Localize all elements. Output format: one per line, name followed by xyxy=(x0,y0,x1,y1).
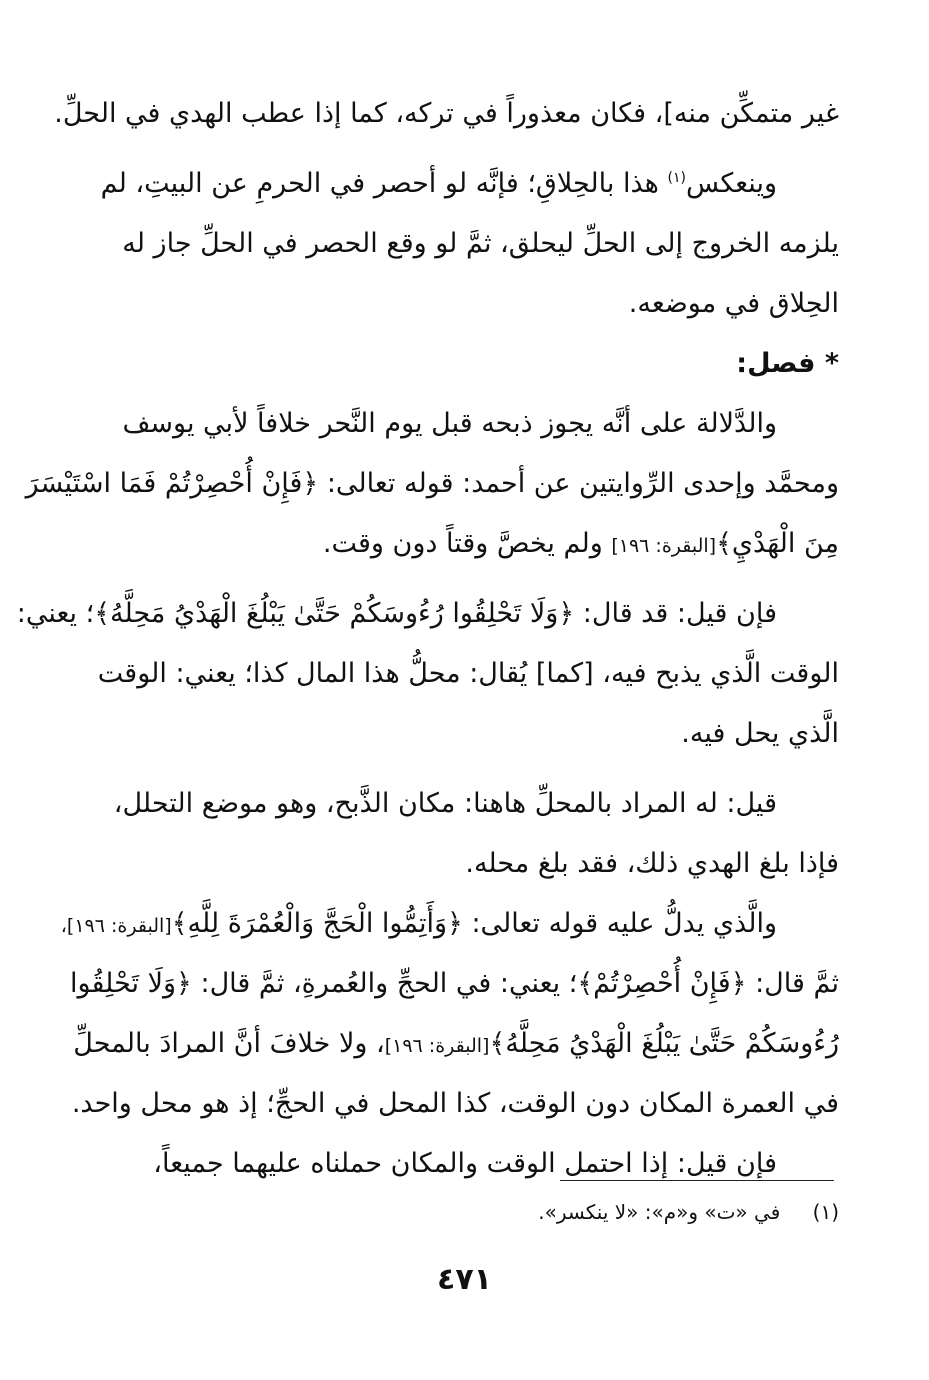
quran-verse: ﴿وَلَا تَحْلِقُوا xyxy=(70,968,192,999)
paragraph-line xyxy=(25,454,839,514)
paragraph-line xyxy=(113,774,839,834)
paragraph-line xyxy=(127,1134,839,1194)
text-run: غير متمكِّن منه]، فكان معذوراً في تركه، كما إذا عطب الهدي في الحلِّ. xyxy=(54,98,839,129)
paragraph-line xyxy=(127,834,839,894)
quran-verse: رُءُوسَكُمْ حَتَّىٰ يَبْلُغَ الْهَدْيُ مَحِلَّهُ﴾ xyxy=(489,1028,839,1059)
paragraph-line xyxy=(127,274,839,334)
verse-reference: [البقرة: ١٩٦] xyxy=(611,535,717,557)
paragraph-line xyxy=(70,954,839,1014)
footnote-number: (١) xyxy=(812,1200,839,1224)
text-run: الَّذي يحل فيه. xyxy=(681,718,839,749)
paragraph-line xyxy=(54,84,839,144)
footnote xyxy=(538,1200,839,1224)
paragraph-line xyxy=(60,894,839,954)
paragraph-line xyxy=(73,1014,839,1074)
quran-verse: ﴿فَإِنْ أُحْصِرْتُمْ فَمَا اسْتَيْسَرَ xyxy=(25,468,319,499)
text-run: قيل: له المراد بالمحلِّ هاهنا: مكان الذَّبح، وهو موضع التحلل، xyxy=(113,788,777,819)
paragraph-line xyxy=(97,644,839,704)
quran-verse: ﴿وَلَا تَحْلِقُوا رُءُوسَكُمْ حَتَّىٰ يَبْلُغَ الْهَدْيُ مَحِلَّهُ﴾ xyxy=(94,598,575,629)
text-run: فإذا بلغ الهدي ذلك، فقد بلغ محله. xyxy=(465,848,839,879)
text-run: يلزمه الخروج إلى الحلِّ ليحلق، ثمَّ لو وقع الحصر في الحلِّ جاز له xyxy=(122,228,839,259)
text-run: ولم يخصَّ وقتاً دون وقت. xyxy=(322,528,612,559)
text-run: في العمرة المكان دون الوقت، كذا المحل في الحجِّ؛ إذ هو محل واحد. xyxy=(71,1088,839,1119)
paragraph-line xyxy=(100,154,839,214)
footnote-marker: (١) xyxy=(667,170,686,186)
footnote-text: في «ت» و«م»: «لا ينكسر». xyxy=(538,1200,781,1224)
body-text xyxy=(16,84,839,1194)
verse-reference: [البقرة: ١٩٦] xyxy=(384,1035,490,1057)
text-run: ومحمَّد وإحدى الرِّوايتين عن أحمد: قوله تعالى: xyxy=(318,468,839,499)
quran-verse: مِنَ الْهَدْيِ﴾ xyxy=(716,528,839,559)
text-run: ؛ يعني: في الحجِّ والعُمرةِ، ثمَّ قال: xyxy=(191,968,578,999)
quran-verse: ﴿وَأَتِمُّوا الْحَجَّ وَالْعُمْرَةَ لِلَّهِ﴾ xyxy=(171,908,463,939)
page-number: ٤٧١ xyxy=(437,1262,492,1297)
text-run: ؛ يعني: xyxy=(16,598,95,629)
text-run: ثمَّ قال: xyxy=(746,968,839,999)
paragraph-line xyxy=(16,584,839,644)
text-run: والَّذي يدلُّ عليه قوله تعالى: xyxy=(462,908,777,939)
quran-verse: ﴿فَإِنْ أُحْصِرْتُمْ﴾ xyxy=(577,968,747,999)
paragraph-line xyxy=(71,1074,839,1134)
verse-reference: [البقرة: ١٩٦]، xyxy=(60,915,172,937)
text-run: فإن قيل: إذا احتمل الوقت والمكان حملناه عليهما جميعاً، xyxy=(153,1148,777,1179)
paragraph-line xyxy=(127,514,839,574)
paragraph-line xyxy=(122,394,839,454)
text-run: الحِلاق في موضعه. xyxy=(628,288,839,319)
text-run: هذا بالحِلاقِ؛ فإنَّه لو أحصر في الحرمِ عن البيتِ، لم xyxy=(100,168,668,199)
paragraph-line xyxy=(122,214,839,274)
section-heading: * فصل: xyxy=(736,348,839,379)
text-run: فإن قيل: قد قال: xyxy=(574,598,777,629)
text-run: الوقت الَّذي يذبح فيه، [كما] يُقال: محلُّ هذا المال كذا؛ يعني: الوقت xyxy=(97,658,839,689)
footnote-separator xyxy=(560,1180,834,1181)
text-run: وينعكس xyxy=(685,168,777,199)
paragraph-line xyxy=(127,704,839,764)
text-run: ، ولا خلافَ أنَّ المرادَ بالمحلِّ xyxy=(73,1028,385,1059)
text-run: والدَّلالة على أنَّه يجوز ذبحه قبل يوم النَّحر خلافاً لأبي يوسف xyxy=(122,408,777,439)
